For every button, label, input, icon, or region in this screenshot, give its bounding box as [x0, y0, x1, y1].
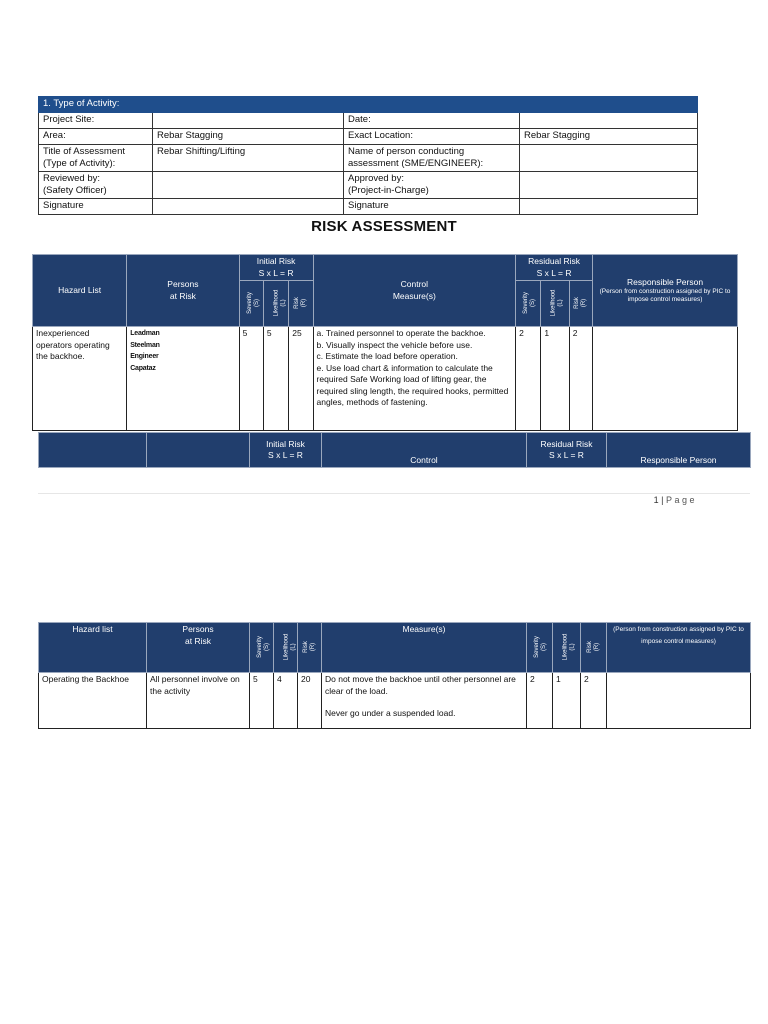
residual-risk-col-header — [581, 623, 607, 673]
project-site-value — [153, 113, 344, 129]
risk-cell: 20 — [298, 673, 322, 729]
risk-header — [298, 623, 322, 673]
residual-risk-header — [527, 433, 607, 468]
control-measures-header — [313, 255, 516, 327]
residual-severity-header — [516, 281, 541, 327]
persons-cell — [127, 327, 239, 431]
persons-cell: All personnel involve on the activity — [147, 673, 250, 729]
likelihood-cell: 4 — [274, 673, 298, 729]
area-value: Rebar Stagging — [153, 129, 344, 145]
approved-by-label — [344, 172, 520, 199]
measures-cell — [313, 327, 516, 431]
severity-code: (S) — [253, 299, 260, 308]
risk-assessment-table — [32, 254, 738, 431]
risk-code: (R) — [300, 299, 307, 308]
page-title: RISK ASSESSMENT — [311, 218, 457, 235]
initial-risk-formula: S x L = R — [258, 267, 294, 278]
person-item: Engineer — [130, 353, 159, 360]
severity-cell: 5 — [250, 673, 274, 729]
table-row — [33, 327, 738, 431]
res-likelihood-word: Likelihood — [562, 633, 569, 661]
approved-line-2: (Project-in-Charge) — [348, 185, 429, 196]
person-item: Capataz — [130, 364, 156, 372]
measure-item: c. Estimate the load before operation. — [316, 351, 458, 361]
likelihood-code: (L) — [280, 299, 287, 307]
hazard-list-header: Hazard List — [33, 255, 127, 327]
exact-location-label: Exact Location: — [344, 129, 520, 145]
reviewed-line-2: (Safety Officer) — [43, 185, 107, 196]
likelihood-word: Likelihood — [283, 633, 290, 661]
responsible-note: (Person from construction assigned by PIC to impose control measures) — [607, 623, 751, 673]
responsible-cell — [593, 327, 738, 431]
hazard-cell: Inexperienced operators operating the backhoe. — [33, 327, 127, 431]
measure-item: a. Trained personnel to operate the backhoe. — [316, 328, 486, 338]
residual-severity-header — [527, 623, 553, 673]
control-header: Control — [322, 433, 527, 468]
res-risk-code: (R) — [580, 299, 587, 308]
risk-word: Risk — [293, 297, 300, 310]
res-likelihood-code: (L) — [557, 299, 564, 307]
responsible-person-header: Responsible Person — [607, 433, 751, 468]
responsible-label: Responsible Person — [626, 276, 704, 287]
page-footer — [600, 495, 697, 505]
res-severity-word: Severity — [533, 636, 540, 659]
residual-likelihood-header — [553, 623, 581, 673]
measures-header: Measure(s) — [322, 623, 527, 673]
measure-spacer — [325, 697, 523, 708]
initial-risk-formula: S x L = R — [268, 450, 303, 460]
initial-risk-header — [250, 433, 322, 468]
signature-value-right — [520, 199, 698, 215]
residual-risk-label: Residual Risk — [540, 438, 593, 449]
person-conducting-value — [520, 145, 698, 172]
approved-by-value — [520, 172, 698, 199]
initial-risk-label: Initial Risk — [256, 256, 296, 266]
date-label: Date: — [344, 113, 520, 129]
persons-header-blank — [147, 433, 250, 468]
persons-line-1: Persons — [182, 624, 214, 634]
residual-risk-header — [516, 255, 593, 281]
page-number: 1 — [653, 495, 659, 505]
res-risk-word: Risk — [573, 297, 580, 310]
residual-risk-label: Residual Risk — [528, 256, 581, 266]
page-word: Page — [665, 495, 697, 505]
res-risk-word: Risk — [586, 641, 593, 654]
severity-word: Severity — [256, 636, 263, 659]
severity-cell: 5 — [239, 327, 263, 431]
res-severity-word: Severity — [522, 292, 529, 315]
likelihood-word: Likelihood — [273, 289, 280, 317]
title-of-assessment-value: Rebar Shifting/Lifting — [153, 145, 344, 172]
initial-risk-header — [239, 255, 313, 281]
responsible-cell — [607, 673, 751, 729]
residual-risk-cell: 2 — [569, 327, 592, 431]
measures-label: Measure(s) — [392, 290, 436, 301]
persons-line-2: at Risk — [169, 290, 196, 301]
title-label-line-1: Title of Assessment — [43, 146, 126, 157]
risk-cell: 25 — [289, 327, 313, 431]
risk-code: (R) — [309, 643, 316, 652]
residual-severity-cell: 2 — [527, 673, 553, 729]
residual-likelihood-cell: 1 — [553, 673, 581, 729]
signature-label-left: Signature — [39, 199, 153, 215]
residual-risk-formula: S x L = R — [536, 267, 572, 278]
reviewed-by-label — [39, 172, 153, 199]
hazard-list-header: Hazard list — [39, 623, 147, 673]
footer-divider — [38, 493, 750, 494]
measure-item: b. Visually inspect the vehicle before use. — [316, 339, 473, 350]
measure-item: Do not move the backhoe until other personnel are clear of the load. — [325, 674, 516, 696]
person-conducting-label — [344, 145, 520, 172]
persons-at-risk-header — [127, 255, 239, 327]
likelihood-header — [274, 623, 298, 673]
approved-line-1: Approved by: — [348, 173, 404, 184]
severity-code: (S) — [263, 643, 270, 652]
res-likelihood-word: Likelihood — [550, 289, 557, 317]
persons-line-2: at Risk — [185, 635, 211, 646]
res-risk-code: (R) — [593, 643, 600, 652]
page-separator: | — [661, 495, 664, 505]
measure-item: e. Use load chart & information to calculate the required Safe Working load of lifting gear, the required sling length, the required hooks, permitted angles, methods of fastening. — [316, 362, 509, 407]
residual-likelihood-header — [541, 281, 569, 327]
likelihood-header — [263, 281, 288, 327]
severity-header — [250, 623, 274, 673]
likelihood-code: (L) — [290, 643, 297, 651]
residual-likelihood-cell: 1 — [541, 327, 569, 431]
persons-at-risk-header — [147, 623, 250, 673]
risk-assessment-table-page-2 — [38, 622, 751, 729]
area-label: Area: — [39, 129, 153, 145]
continued-header-table — [38, 432, 751, 468]
res-severity-code: (S) — [540, 643, 547, 652]
type-of-activity-header: 1. Type of Activity: — [39, 97, 698, 113]
project-site-label: Project Site: — [39, 113, 153, 129]
signature-label-right: Signature — [344, 199, 520, 215]
title-label-line-2: (Type of Activity): — [43, 158, 116, 169]
likelihood-cell: 5 — [263, 327, 288, 431]
severity-header — [239, 281, 263, 327]
residual-risk-cell: 2 — [581, 673, 607, 729]
measure-item: Never go under a suspended load. — [325, 708, 456, 718]
person-item: Leadman — [130, 330, 160, 337]
res-likelihood-code: (L) — [569, 643, 576, 651]
risk-word: Risk — [302, 641, 309, 654]
initial-risk-label: Initial Risk — [266, 438, 305, 449]
exact-location-value: Rebar Stagging — [520, 129, 698, 145]
measures-cell — [322, 673, 527, 729]
res-severity-code: (S) — [529, 299, 536, 308]
date-value — [520, 113, 698, 129]
person-label-line-2: assessment (SME/ENGINEER): — [348, 158, 484, 169]
reviewed-by-value — [153, 172, 344, 199]
risk-header — [289, 281, 313, 327]
residual-severity-cell: 2 — [516, 327, 541, 431]
residual-risk-formula: S x L = R — [549, 450, 584, 460]
person-item: Steelman — [130, 341, 160, 349]
activity-info-table — [38, 96, 698, 215]
severity-word: Severity — [246, 292, 253, 315]
hazard-cell: Operating the Backhoe — [39, 673, 147, 729]
reviewed-line-1: Reviewed by: — [43, 173, 101, 184]
signature-value-left — [153, 199, 344, 215]
person-label-line-1: Name of person conducting — [348, 146, 465, 157]
title-of-assessment-label — [39, 145, 153, 172]
table-row — [39, 673, 751, 729]
responsible-note: (Person from construction assigned by PIC to impose control measures) — [599, 288, 731, 304]
hazard-header-blank — [39, 433, 147, 468]
persons-line-1: Persons — [167, 279, 199, 289]
responsible-person-header — [593, 255, 738, 327]
residual-risk-col-header — [569, 281, 592, 327]
control-label: Control — [400, 279, 429, 289]
